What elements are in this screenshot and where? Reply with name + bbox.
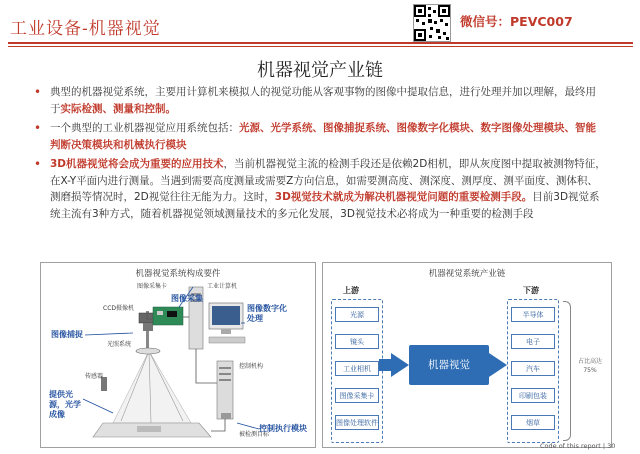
qr-code-icon <box>413 4 451 42</box>
arrow-into-center <box>379 359 391 371</box>
upstream-item: 图像采集卡 <box>335 388 379 403</box>
share-brace <box>563 301 571 441</box>
label-ccd-camera: CCD摄像机 <box>103 305 134 312</box>
page-title: 机器视觉产业链 <box>257 60 383 81</box>
system-components-diagram <box>40 262 316 448</box>
bullet-icon: • <box>34 157 42 171</box>
label-sensor: 传感器 <box>85 373 104 380</box>
components-illustration <box>41 263 317 449</box>
bullet-item <box>34 84 606 117</box>
callout-light: 提供光源，光学成像 <box>49 389 81 419</box>
callout-collect: 图像采集 <box>171 293 203 303</box>
wechat-id: 微信号：PEVC007 <box>460 14 573 29</box>
downstream-item: 电子 <box>511 334 555 349</box>
upstream-item: 工业相机 <box>335 361 379 376</box>
page-header <box>0 0 640 50</box>
arrow-head-out <box>489 353 507 377</box>
share-label: 占比高达75% <box>577 358 602 374</box>
arrow-head-in <box>391 353 409 377</box>
downstream-item: 烟草 <box>511 415 555 430</box>
industry-chain-diagram <box>322 262 612 448</box>
upstream-item: 光源 <box>335 307 379 322</box>
bullet-list <box>34 84 606 225</box>
bullet-text: ，当前机器视觉主流的检测手段还是依赖2D相机，即从灰度图中提取被测物特征，在X-Y平面内进行测量。当遇到需要高度测量或需要Z方向信息，如需要测高度、测深度、测厚度、测平面度、测体积、测磨损等情况时，2D视觉往往无能为力。这时， <box>50 158 606 203</box>
label-capture-card: 图像采集卡 <box>137 283 168 290</box>
upstream-item: 镜头 <box>335 334 379 349</box>
upstream-label: 上游 <box>343 286 359 295</box>
diagram-title: 机器视觉系统构成要件 <box>135 269 221 279</box>
bullet-highlight: 3D机器视觉将会成为重要的应用技术 <box>50 158 224 170</box>
label-pc: 工业计算机 <box>207 283 238 290</box>
callout-digital: 图像数字化处理 <box>247 303 287 323</box>
downstream-item: 半导体 <box>511 307 555 322</box>
diagram-title: 机器视觉系统产业链 <box>428 269 506 279</box>
label-control: 控制机构 <box>239 363 264 370</box>
bullet-highlight: 光源、光学系统、图像捕捉系统、图像数字化模块、数字图像处理模块、智能判断决策模块和机械执行模块 <box>50 122 596 151</box>
page-footer: Code of this report | 30 <box>540 442 616 450</box>
header-divider-thin <box>8 46 633 47</box>
callout-exec: 控制执行模块 <box>259 423 307 433</box>
header-divider <box>8 42 633 44</box>
bullet-icon: • <box>34 121 42 135</box>
label-optical: 光照系统 <box>107 341 132 348</box>
bullet-highlight: 实际检测、测量和控制。 <box>60 102 176 115</box>
upstream-item: 图像处理软件 <box>335 415 379 430</box>
bullet-item <box>34 120 606 153</box>
downstream-item: 汽车 <box>511 361 555 376</box>
label-target: 被检测目标 <box>239 431 270 438</box>
bullet-text: 典型的机器视觉系统，主要用计算机来模拟人的视觉功能从客观事物的图像中提取信息，进行处理并加以理解，最终用于 <box>50 86 596 115</box>
header-title: 工业设备-机器视觉 <box>10 19 161 39</box>
bullet-text: 目前3D视觉系统主流有3种方式，随着机器视觉领域测量技术的多元化发展，3D视觉技术必将成为一种重要的检测手段 <box>50 191 600 220</box>
callout-capture: 图像捕捉 <box>51 329 83 339</box>
downstream-label: 下游 <box>523 286 539 295</box>
bullet-icon: • <box>34 85 42 99</box>
bullet-text: 一个典型的工业机器视觉应用系统包括： <box>50 122 239 134</box>
bullet-item <box>34 156 606 222</box>
machine-vision-box: 机器视觉 <box>409 345 489 385</box>
bullet-highlight: 3D视觉技术就成为解决机器视觉问题的重要检测手段。 <box>274 191 533 203</box>
downstream-item: 印刷包装 <box>511 388 555 403</box>
